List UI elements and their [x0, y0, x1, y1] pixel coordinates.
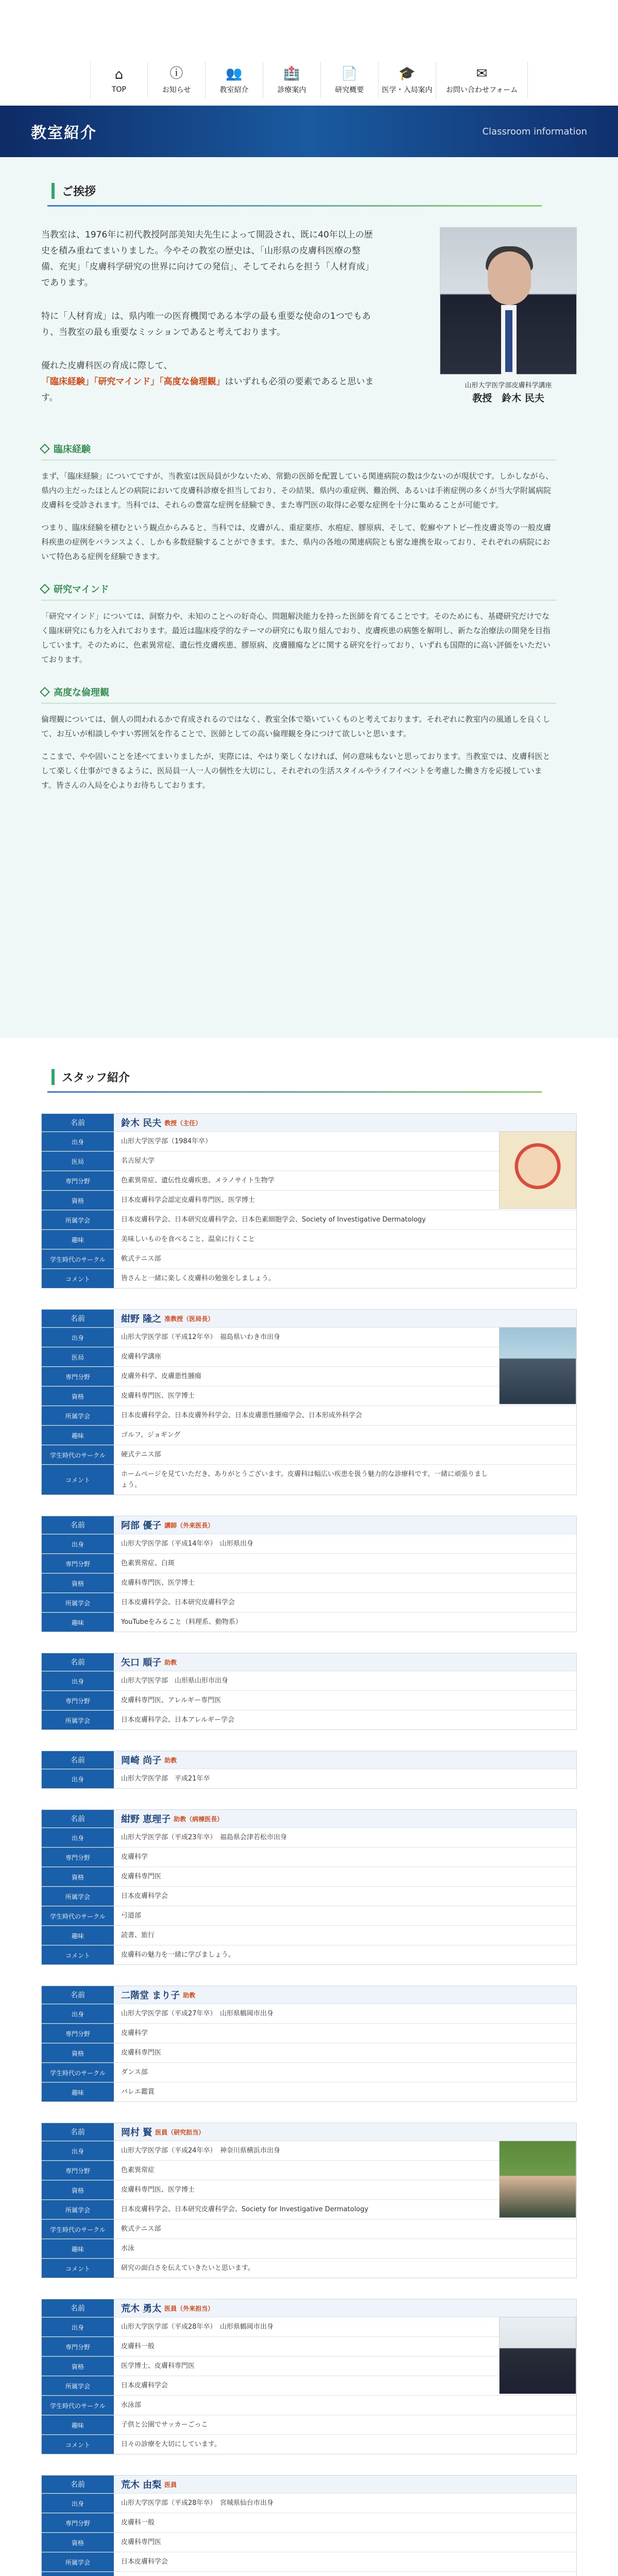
field-label: 専門分野	[42, 1848, 114, 1867]
staff-card-header	[42, 1653, 576, 1671]
field-value: 皮膚科一般	[121, 2519, 155, 2527]
subheading-research: 研究マインド	[41, 582, 577, 596]
staff-info-row	[42, 1190, 576, 1210]
field-label: 趣味	[42, 2082, 114, 2102]
nav-icon: 📄	[341, 66, 358, 81]
nav-icon: ⓘ	[169, 66, 183, 81]
staff-card	[41, 1309, 577, 1495]
field-value: 山形大学医学部（平成12年卒） 福島県いわき市出身	[121, 1333, 281, 1341]
field-value: 山形大学医学部（1984年卒）	[121, 1138, 212, 1145]
field-label: 出身	[42, 1328, 114, 1347]
staff-list	[41, 1113, 577, 2576]
staff-title: 医員（外来担当）	[164, 2304, 214, 2312]
staff-info-row	[42, 1573, 576, 1592]
greeting-section	[0, 157, 618, 1038]
staff-info-row	[42, 1534, 576, 1553]
field-value: 軟式テニス部	[121, 1255, 161, 1263]
field-label: 学生時代のサークル	[42, 2396, 114, 2415]
body-paragraph: まず、「臨床経験」についてですが、当教室は医局員が少ないため、常勤の医師を配置している関連病院の数は少ないのが現状です。しかしながら、県内の主だったほとんどの病院において皮膚科診療を担当しており、その結果、県内の重症例、難治例、あるいは手術症例の多くが当大学附属病院皮膚科を受診されます。当科では、それらの豊富な症例を経験でき、また専門医の取得に必要な症例を十分に集めることが可能です。	[41, 471, 554, 510]
staff-info-row	[42, 1945, 576, 1964]
field-value: 日々の診療を大切にしています。	[121, 2441, 221, 2448]
field-value: ダンス部	[121, 2069, 148, 2076]
staff-photo	[499, 1327, 576, 1404]
field-label: コメント	[42, 1945, 114, 1964]
field-value: YouTubeをみること（料理系、動物系）	[121, 1618, 242, 1626]
field-label	[42, 2572, 114, 2576]
field-label: 専門分野	[42, 1691, 114, 1710]
staff-info-row	[42, 2160, 576, 2180]
field-label: 出身	[42, 2141, 114, 2160]
field-value: 皮膚科の魅力を一緒に学びましょう。	[121, 1951, 235, 1959]
field-value: 子供と公園でサッカーごっこ	[121, 2421, 208, 2429]
field-label: 趣味	[42, 2239, 114, 2258]
field-value: 皮膚科学	[121, 2029, 148, 2037]
field-value: 山形大学医学部（平成24年卒） 神奈川県横浜市出身	[121, 2147, 281, 2155]
staff-info-row	[42, 1425, 576, 1445]
field-value: 日本皮膚科学会認定皮膚科専門医、医学博士	[121, 1196, 255, 1204]
field-value: 皮膚科専門医、医学博士	[121, 1579, 195, 1587]
staff-info-row	[42, 1131, 576, 1151]
field-value: 皮膚科学	[121, 1853, 148, 1861]
staff-info-row	[42, 2004, 576, 2023]
field-label: 資格	[42, 1573, 114, 1592]
professor-photo-box	[440, 227, 577, 423]
nav-label: 医学・入局案内	[382, 86, 433, 94]
page-title-en: Classroom information	[482, 126, 587, 137]
field-label: 名前	[42, 2299, 114, 2317]
photo-caption-name: 教授 鈴木 民夫	[472, 393, 544, 404]
emphasis-text: 「臨床経験」「研究マインド」「高度な倫理観」	[41, 377, 225, 387]
field-value: 日本皮膚科学会	[121, 2558, 168, 2566]
staff-info-row	[42, 1612, 576, 1632]
staff-info-row	[42, 2043, 576, 2062]
field-value: 軟式テニス部	[121, 2225, 161, 2233]
greeting-paragraph: 当教室は、1976年に初代教授阿部美知夫先生によって開設され、既に40年以上の歴史を積み重ねてまいりました。今やその教室の歴史は、「山形県の皮膚科医療の整備、充実」「皮膚科学研究の世界に向けての発信」、そしてそれらを担う「人材育成」であります。	[41, 230, 374, 288]
field-label: 名前	[42, 2476, 114, 2493]
staff-card	[41, 1751, 577, 1789]
nav-item-3[interactable]	[263, 62, 321, 99]
field-label: 資格	[42, 1191, 114, 1210]
staff-info-row	[42, 2023, 576, 2043]
body-paragraph: 倫理観については、個人の問われるかで育成されるのではなく、教室全体で築いていくものと考えております。それぞれに教室内の風通しを良くして、お互いが相談しやすい雰囲気を作ることで、医師としての高い倫理観を身につけて欲しいと思います。	[41, 715, 551, 738]
staff-info-row	[42, 2532, 576, 2552]
field-label: 所属学会	[42, 1593, 114, 1612]
field-label: 所属学会	[42, 1887, 114, 1906]
field-label: 専門分野	[42, 1171, 114, 1190]
staff-info-row	[42, 2317, 576, 2336]
field-value: 山形大学医学部 平成21年卒	[121, 1775, 210, 1783]
field-label: コメント	[42, 1465, 114, 1495]
staff-card-header	[42, 1310, 576, 1327]
nav-icon: 🏥	[283, 66, 300, 81]
field-value: 山形大学医学部 山形県山形市出身	[121, 1677, 229, 1685]
field-value: 水泳	[121, 2245, 135, 2252]
nav-item-4[interactable]	[321, 62, 379, 99]
nav-icon: ✉	[476, 66, 488, 81]
staff-info-row	[42, 2571, 576, 2576]
staff-card	[41, 1653, 577, 1730]
subheading-clinical: 臨床経験	[41, 442, 577, 455]
nav-label: お問い合わせフォーム	[445, 86, 518, 94]
staff-info-row	[42, 1327, 576, 1347]
field-label: 学生時代のサークル	[42, 1445, 114, 1464]
nav-label: 診療案内	[277, 86, 306, 94]
staff-info-row	[42, 1151, 576, 1171]
field-value: 皮膚科専門医、医学博士	[121, 2186, 195, 2194]
field-label: 専門分野	[42, 1367, 114, 1386]
staff-info-row	[42, 1690, 576, 1710]
staff-info-row	[42, 2395, 576, 2415]
field-value: 山形大学医学部（平成28年卒） 宮城県仙台市出身	[121, 2499, 274, 2507]
diamond-icon	[40, 584, 50, 594]
staff-card-header	[42, 2123, 576, 2141]
field-label: 資格	[42, 2357, 114, 2376]
staff-name: 鈴木 民夫	[121, 1118, 162, 1129]
greeting-paragraph: 優れた皮膚科医の育成に際して、 「臨床経験」「研究マインド」「高度な倫理観」はいずれも必須の要素であると思います。	[41, 361, 374, 403]
field-value: 山形大学医学部（平成14年卒） 山形県出身	[121, 1540, 254, 1548]
staff-info-row	[42, 1906, 576, 1925]
staff-title: 医員（研究担当）	[155, 2128, 205, 2136]
field-value: 皮膚科専門医	[121, 2049, 162, 2057]
field-label: 専門分野	[42, 2337, 114, 2356]
staff-card-header	[42, 1810, 576, 1827]
staff-info-row	[42, 1366, 576, 1386]
field-value: 色素異常症	[121, 2166, 155, 2174]
nav-label: 研究概要	[335, 86, 364, 94]
staff-info-row	[42, 1249, 576, 1268]
staff-name: 阿部 優子	[121, 1520, 162, 1531]
field-label: 出身	[42, 2317, 114, 2336]
field-value: 水泳部	[121, 2401, 142, 2409]
field-label: 名前	[42, 1810, 114, 1827]
field-label: 医局	[42, 1151, 114, 1171]
nav-item-1[interactable]	[148, 62, 205, 99]
field-label: 名前	[42, 1310, 114, 1327]
body-paragraph: 「研究マインド」については、洞察力や、未知のことへの好奇心、問題解決能力を持った医師を育てることです。そのためにも、基礎研究だけでなく臨床研究にも力を入れております。最近は臨床疫学的なテーマの研究にも取り組んでおり、皮膚疾患の病態を解明し、新たな治療法の開発を目指しています。そのために、色素異常症、遺伝性皮膚疾患、膠原病、皮膚腫瘍などに関する研究を行っており、いずれも国際的に高い評価をいただいております。	[41, 612, 551, 664]
staff-info-row	[42, 1867, 576, 1886]
field-value: 皮膚科一般	[121, 2343, 155, 2350]
staff-info-row	[42, 2239, 576, 2258]
field-label: 学生時代のサークル	[42, 2063, 114, 2082]
field-value: 日本皮膚科学会、日本アレルギー学会	[121, 1716, 235, 1724]
field-value: 日本皮膚科学会、日本研究皮膚科学会	[121, 1599, 235, 1606]
nav-item-2[interactable]	[205, 62, 263, 99]
field-value: 皆さんと一緒に楽しく皮膚科の勉強をしましょう。	[121, 1275, 276, 1282]
field-label: 専門分野	[42, 2024, 114, 2043]
field-value: 皮膚外科学、皮膚悪性腫瘍	[121, 1372, 202, 1380]
staff-title: 教授（主任）	[164, 1119, 202, 1127]
staff-title: 助教	[164, 1756, 177, 1764]
field-value: 日本皮膚科学会	[121, 2382, 168, 2389]
staff-info-row	[42, 2141, 576, 2160]
field-value: 弓道部	[121, 1912, 142, 1920]
field-value: 皮膚科専門医、医学博士	[121, 1392, 195, 1400]
field-label: 所属学会	[42, 2200, 114, 2219]
staff-info-row	[42, 1171, 576, 1190]
field-value: 皮膚科専門医、アレルギー専門医	[121, 1697, 221, 1704]
field-label: コメント	[42, 1269, 114, 1288]
field-label: 専門分野	[42, 2161, 114, 2180]
staff-info-row	[42, 2180, 576, 2199]
page-title: 教室紹介	[31, 124, 97, 142]
staff-info-row	[42, 1268, 576, 1288]
nav-label: お知らせ	[162, 86, 191, 94]
staff-title: 医員	[164, 2481, 177, 2488]
staff-card	[41, 1809, 577, 1965]
staff-info-row	[42, 2434, 576, 2454]
professor-photo	[440, 227, 577, 375]
staff-section	[0, 1038, 618, 2576]
field-value: 硬式テニス部	[121, 1451, 161, 1459]
staff-info-row	[42, 2513, 576, 2532]
field-label: 所属学会	[42, 1710, 114, 1730]
staff-photo	[499, 2141, 576, 2218]
staff-card	[41, 2299, 577, 2454]
field-value: ゴルフ、ジョギング	[121, 1431, 181, 1439]
field-label: 出身	[42, 1671, 114, 1690]
staff-info-row	[42, 1827, 576, 1847]
field-value: 山形大学医学部（平成27年卒） 山形県鶴岡市出身	[121, 2010, 274, 2018]
field-value: 日本皮膚科学会	[121, 1892, 168, 1900]
staff-card-header	[42, 1516, 576, 1534]
field-value: 美味しいものを食べること、温泉に行くこと	[121, 1235, 255, 1243]
staff-name: 二階堂 まり子	[121, 1990, 180, 2001]
field-label: 所属学会	[42, 2376, 114, 2395]
staff-name: 荒木 勇太	[121, 2303, 162, 2314]
staff-info-row	[42, 1445, 576, 1464]
staff-info-row	[42, 2258, 576, 2278]
staff-name: 荒木 由梨	[121, 2480, 162, 2490]
body-paragraph: つまり、臨床経験を積むという観点からみると、当科では、皮膚がん、重症薬疹、水疱症、膠原病、そして、乾癬やアトピー性皮膚炎等の一般皮膚科疾患の症例をバランスよく、しかも多数経験することができます。また、県内の各地の関連病院とも密な連携を取っており、それぞれの病院において特色ある症例を経験できます。	[41, 523, 552, 561]
field-label: 資格	[42, 1386, 114, 1405]
staff-card	[41, 1516, 577, 1632]
field-label: 名前	[42, 1653, 114, 1671]
heading-underline	[47, 1091, 542, 1093]
staff-info-row	[42, 2415, 576, 2434]
field-label: 出身	[42, 1534, 114, 1553]
staff-card-header	[42, 2476, 576, 2493]
field-label: 名前	[42, 1751, 114, 1769]
field-label: 名前	[42, 1986, 114, 2004]
staff-info-row	[42, 1464, 576, 1495]
staff-photo	[499, 2317, 576, 2394]
staff-card-header	[42, 1114, 576, 1131]
greeting-paragraph: 特に「人材育成」は、県内唯一の医育機関である本学の最も重要な使命の1つでもあり、当教室の最も重要なミッションであると考えております。	[41, 311, 371, 337]
staff-info-row	[42, 2552, 576, 2571]
field-label: 専門分野	[42, 1554, 114, 1573]
staff-info-row	[42, 1925, 576, 1945]
staff-card-header	[42, 1751, 576, 1769]
staff-card-header	[42, 1986, 576, 2004]
nav-item-6[interactable]	[436, 62, 528, 99]
staff-card	[41, 1113, 577, 1289]
field-label: 専門分野	[42, 2513, 114, 2532]
field-label: 学生時代のサークル	[42, 1906, 114, 1925]
field-value: 山形大学医学部（平成23年卒） 福島県会津若松市出身	[121, 1834, 287, 1841]
field-value: 名古屋大学	[121, 1157, 155, 1165]
field-label: コメント	[42, 2435, 114, 2454]
staff-name: 岡村 賢	[121, 2127, 152, 2138]
field-label: 出身	[42, 1132, 114, 1151]
body-paragraph: ここまで、やや固いことを述べてまいりましたが、実際には、やはり楽しくなければ、何の意味もないと思っております。当教室では、皮膚科医として楽しく仕事ができるように、医局員一人一人の個性を大切にし、それぞれの生活スタイルやライフイベントを考慮した働き方を応援しています。皆さんの入局を心よりお待ちしております。	[41, 752, 551, 790]
field-value: 医学博士、皮膚科専門医	[121, 2362, 195, 2370]
field-value	[114, 2572, 576, 2576]
diamond-icon	[40, 444, 50, 454]
staff-title: 講師（外来医長）	[164, 1521, 214, 1529]
field-value: 山形大学医学部（平成28年卒） 山形県鶴岡市出身	[121, 2323, 274, 2331]
field-value: 皮膚科学講座	[121, 1353, 162, 1361]
field-value: 日本皮膚科学会、日本研究皮膚科学会、Society for Investigative Dermatology	[121, 2206, 369, 2213]
staff-info-row	[42, 1553, 576, 1573]
staff-name: 紺野 隆之	[121, 1314, 162, 1325]
field-label: 名前	[42, 1114, 114, 1131]
field-value: ホームページを見ていただき、ありがとうございます。皮膚科は幅広い疾患を扱う魅力的な診療科です。一緒に頑張りましょう。	[121, 1470, 488, 1489]
nav-icon: 🎓	[399, 66, 416, 81]
staff-photo	[499, 1131, 576, 1209]
staff-card	[41, 2123, 577, 2278]
staff-title: 准教授（医局長）	[164, 1315, 214, 1323]
field-label: 所属学会	[42, 1406, 114, 1425]
field-label: 名前	[42, 2123, 114, 2141]
staff-title: 助教	[164, 1658, 177, 1666]
staff-info-row	[42, 1405, 576, 1425]
staff-card-header	[42, 2299, 576, 2317]
nav-item-0[interactable]	[90, 62, 148, 99]
staff-name: 紺野 恵理子	[121, 1814, 171, 1825]
subheading-ethics: 高度な倫理観	[41, 685, 577, 699]
staff-info-row	[42, 2082, 576, 2102]
greeting-text	[41, 227, 376, 423]
field-value: 研究の面白さを伝えていきたいと思います。	[121, 2264, 254, 2272]
staff-info-row	[42, 1671, 576, 1690]
staff-info-row	[42, 1210, 576, 1229]
staff-info-row	[42, 1386, 576, 1405]
diamond-icon	[40, 687, 50, 697]
field-label: 出身	[42, 1769, 114, 1788]
global-nav	[0, 0, 618, 106]
staff-info-row	[42, 1592, 576, 1612]
staff-card	[41, 2475, 577, 2576]
staff-info-row	[42, 1886, 576, 1906]
staff-info-row	[42, 1710, 576, 1730]
photo-caption-dept: 山形大学医学部皮膚科学講座	[465, 382, 552, 389]
nav-icon: 👥	[226, 66, 243, 81]
field-label: 所属学会	[42, 2552, 114, 2571]
staff-info-row	[42, 1347, 576, 1366]
field-value: バレエ鑑賞	[121, 2088, 155, 2096]
field-value: 日本皮膚科学会、日本研究皮膚科学会、日本色素細胞学会、Society of Investigative Dermatology	[121, 1216, 426, 1224]
heading-underline	[47, 205, 542, 207]
staff-title: 助教	[183, 1991, 196, 1999]
field-label: 資格	[42, 2180, 114, 2199]
staff-title: 助教（病棟医長）	[174, 1815, 224, 1823]
field-label: 学生時代のサークル	[42, 2219, 114, 2239]
staff-info-row	[42, 2062, 576, 2082]
nav-icon: ⌂	[114, 67, 124, 82]
field-label: コメント	[42, 2259, 114, 2278]
staff-info-row	[42, 2376, 576, 2395]
staff-info-row	[42, 1769, 576, 1788]
greeting-heading: ご挨拶	[52, 183, 577, 199]
field-label: 趣味	[42, 1230, 114, 1249]
field-value: 皮膚科専門医	[121, 1873, 162, 1880]
staff-info-row	[42, 2219, 576, 2239]
field-value: 色素異常症、遺伝性皮膚疾患、メラノサイト生物学	[121, 1177, 274, 1184]
field-value: 色素異常症、白斑	[121, 1560, 175, 1567]
page-banner	[0, 106, 618, 157]
staff-info-row	[42, 2336, 576, 2356]
field-label: 出身	[42, 1828, 114, 1847]
nav-label: 教室紹介	[219, 86, 249, 94]
field-label: 出身	[42, 2494, 114, 2513]
staff-info-row	[42, 2493, 576, 2513]
field-label: 資格	[42, 1867, 114, 1886]
staff-info-row	[42, 2356, 576, 2376]
staff-info-row	[42, 1229, 576, 1249]
field-label: 資格	[42, 2533, 114, 2552]
field-label: 趣味	[42, 1926, 114, 1945]
staff-info-row	[42, 1847, 576, 1867]
field-label: 趣味	[42, 1613, 114, 1632]
staff-heading: スタッフ紹介	[52, 1069, 577, 1085]
field-value: 読書、旅行	[121, 1931, 155, 1939]
nav-label: TOP	[111, 86, 126, 94]
nav-item-5[interactable]	[379, 62, 436, 99]
field-label: 趣味	[42, 2415, 114, 2434]
field-label: 資格	[42, 2043, 114, 2062]
staff-card	[41, 1986, 577, 2102]
staff-name: 矢口 順子	[121, 1657, 162, 1668]
field-label: 趣味	[42, 1426, 114, 1445]
staff-info-row	[42, 2199, 576, 2219]
field-label: 名前	[42, 1516, 114, 1534]
staff-name: 岡崎 尚子	[121, 1755, 162, 1766]
field-label: 所属学会	[42, 1210, 114, 1229]
field-value: 皮膚科専門医	[121, 2538, 162, 2546]
field-label: 学生時代のサークル	[42, 1249, 114, 1268]
field-label: 出身	[42, 2004, 114, 2023]
field-label: 医局	[42, 1347, 114, 1366]
field-value: 日本皮膚科学会、日本皮膚外科学会、日本皮膚悪性腫瘍学会、日本形成外科学会	[121, 1412, 363, 1419]
